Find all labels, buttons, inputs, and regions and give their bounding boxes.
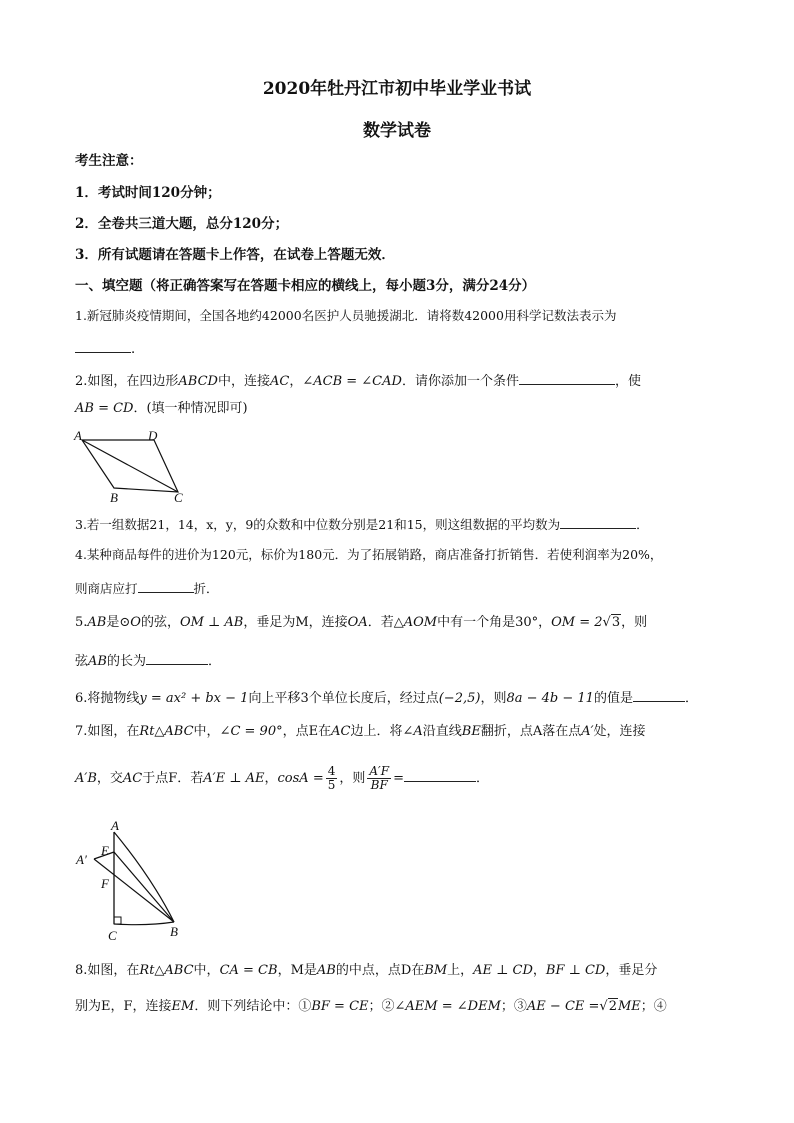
math: BM: [424, 963, 448, 978]
text: ；②: [368, 999, 395, 1014]
text: ，: [264, 771, 278, 786]
math: EM: [171, 999, 195, 1014]
text: ，则: [621, 615, 648, 630]
sqrt-radicand: 2: [608, 999, 617, 1014]
text: ，点E在: [282, 724, 332, 739]
text: 翻折，点A落在点: [480, 724, 582, 739]
section-heading: 一、填空题（将正确答案写在答题卡相应的横线上，每小题3分，满分24分）: [75, 278, 536, 294]
text: ．: [684, 691, 698, 706]
label-e: E: [101, 843, 109, 858]
numerator: A′F: [369, 764, 390, 778]
math: ME: [617, 999, 641, 1014]
numerator: 4: [327, 764, 336, 778]
text: 6.将抛物线: [75, 691, 140, 706]
label-d: D: [148, 428, 158, 443]
text: ，则: [339, 771, 366, 786]
label-c: C: [108, 928, 117, 943]
fold-be: [114, 852, 174, 922]
text: ．(填一种情况即可): [133, 401, 248, 416]
text: 的值是: [593, 691, 633, 706]
answer-blank[interactable]: [560, 514, 636, 529]
math: AC: [331, 724, 351, 739]
text: ．则下列结论中：①: [194, 999, 312, 1014]
label-a: A: [111, 818, 119, 833]
math: AE − CE =: [526, 999, 600, 1014]
math: A′E ⊥ AE: [203, 771, 265, 786]
text: ．: [636, 517, 649, 532]
answer-blank[interactable]: [138, 578, 194, 593]
text: 处，连接: [593, 724, 646, 739]
label-a-prime: A′: [76, 852, 87, 867]
text: 中，连接: [217, 374, 270, 389]
question-4-line1: 4.某种商品每件的进价为120元，标价为180元．为了拓展销路，商店准备打折销售．若使利润率为20%，: [75, 547, 663, 562]
math: AB: [88, 654, 107, 669]
text: 折．: [193, 581, 219, 596]
text: ，则: [480, 691, 507, 706]
text: 边上．将: [350, 724, 403, 739]
text: 是: [106, 615, 120, 630]
diagonal-ac: [82, 440, 178, 492]
label-b: B: [170, 924, 178, 939]
text: 的中点，点D在: [335, 963, 425, 978]
math: y = ax² + bx − 1: [139, 691, 249, 706]
math: Rt△ABC: [139, 724, 194, 739]
fraction-ratio: [367, 765, 391, 792]
math: cosA =: [277, 771, 324, 786]
text: =: [393, 771, 404, 786]
text: ．: [476, 771, 490, 786]
question-6: [75, 687, 698, 708]
text: 7.如图，在: [75, 724, 140, 739]
math: ∠C = 90°: [219, 724, 283, 739]
text: ，垂足分: [605, 963, 658, 978]
text: 弦: [75, 654, 89, 669]
question-4-line2: [75, 578, 219, 598]
text: 上，: [447, 963, 474, 978]
exam-subtitle: 数学试卷: [363, 121, 431, 141]
text: ，交: [96, 771, 123, 786]
text: 则商店应打: [75, 581, 138, 596]
text: 向上平移3个单位长度后，经过点: [248, 691, 439, 706]
math: AE ⊥ CD: [473, 963, 533, 978]
question-1-line2: [75, 338, 145, 358]
math: Rt△ABC: [139, 963, 194, 978]
notice-item-2: 2．全卷共三道大题，总分120分；: [75, 216, 289, 232]
label-a: A: [74, 428, 82, 443]
math: CA = CB: [219, 963, 278, 978]
text: ，: [532, 963, 546, 978]
math: BF ⊥ CD: [545, 963, 606, 978]
side-cb: [114, 922, 174, 925]
text: 中，: [193, 963, 220, 978]
math: AB = CD: [75, 401, 134, 416]
question-7-line2: [75, 762, 489, 796]
text: 8.如图，在: [75, 963, 140, 978]
exam-title: 2020年牡丹江市初中毕业学业书试: [262, 79, 532, 99]
math: ABCD: [178, 374, 218, 389]
text: 中，: [193, 724, 220, 739]
denominator: 5: [327, 778, 336, 792]
question-1-line1: 1.新冠肺炎疫情期间，全国各地约42000名医护人员驰援湖北．请将数42000用科学记数法表示为: [75, 308, 617, 323]
label-c: C: [174, 490, 183, 505]
math: △AOM: [393, 615, 438, 630]
math: (−2,5): [438, 691, 481, 706]
text: 5.: [75, 615, 88, 630]
math: OA: [347, 615, 368, 630]
label-f: F: [101, 876, 109, 891]
answer-blank[interactable]: [146, 650, 208, 665]
text: 沿直线: [422, 724, 462, 739]
math: OM ⊥ AB: [179, 615, 244, 630]
question-3: [75, 514, 649, 534]
text: 的弦，: [140, 615, 180, 630]
math: ∠AEM = ∠DEM: [394, 999, 501, 1014]
question-2-line1: 2.如图，在四边形ABCD中，连接AC，∠ACB = ∠CAD．请你添加一个条件 ，使: [75, 370, 641, 391]
label-b: B: [110, 490, 118, 505]
answer-blank[interactable]: [404, 767, 476, 782]
text: 中有一个角是30°，: [437, 615, 552, 630]
denominator: BF: [370, 778, 388, 792]
question-8-line2: 别为E，F，连接EM．则下列结论中：①BF = CE；②∠AEM = ∠DEM；③AE − CE =√2ME；④: [75, 999, 667, 1014]
math: BF = CE: [311, 999, 369, 1014]
triangle-fold-figure: [70, 818, 190, 946]
text: 的长为: [106, 654, 146, 669]
text: ．若: [367, 615, 394, 630]
math: AB: [87, 615, 107, 630]
math: ⊙O: [119, 615, 141, 630]
math: ∠A: [402, 724, 423, 739]
text: 于点F．若: [142, 771, 204, 786]
math: A′B: [75, 771, 97, 786]
answer-blank[interactable]: [633, 687, 685, 702]
question-5-line1: 5.AB是⊙O的弦，OM ⊥ AB，垂足为M，连接OA．若△AOM中有一个角是30°，OM = 2√3，则: [75, 615, 648, 630]
text: 别为E，F，连接: [75, 999, 172, 1014]
question-5-line2: [75, 650, 221, 671]
math: ∠ACB = ∠CAD: [302, 374, 402, 389]
math: BE: [461, 724, 481, 739]
answer-blank[interactable]: [519, 370, 615, 385]
notice-item-3: 3．所有试题请在答题卡上作答，在试卷上答题无效．: [75, 247, 395, 263]
text: ；③: [500, 999, 527, 1014]
quadrilateral-figure: [70, 428, 200, 506]
question-7-line1: [75, 723, 646, 741]
math: AC: [269, 374, 290, 389]
text: ，使: [614, 374, 641, 389]
fraction-cos: [326, 765, 338, 792]
notice-heading: 考生注意：: [75, 153, 143, 169]
math: OM = 2: [551, 615, 603, 630]
text: ，垂足为M，连接: [243, 615, 348, 630]
question-2-line2: [75, 400, 248, 418]
question-8-line1: [75, 962, 657, 980]
math: AB: [316, 963, 336, 978]
math: A′: [581, 724, 594, 739]
text: ，M是: [277, 963, 317, 978]
answer-blank[interactable]: [75, 338, 131, 353]
text: ．: [207, 654, 221, 669]
math: 8a − 4b − 11: [506, 691, 594, 706]
side-ab: [114, 832, 174, 922]
sqrt-radicand: 3: [611, 615, 621, 630]
notice-item-1: 1．考试时间120分钟；: [75, 185, 221, 201]
text: 3.若一组数据21，14，x，y，9的众数和中位数分别是21和15，则这组数据的平均数为: [75, 517, 561, 532]
text: ；④: [640, 999, 667, 1014]
text: ．请你添加一个条件: [401, 374, 519, 389]
text: 2.如图，在四边形: [75, 374, 179, 389]
math: AC: [122, 771, 143, 786]
right-angle-mark: [114, 917, 121, 924]
period: ．: [131, 341, 145, 357]
